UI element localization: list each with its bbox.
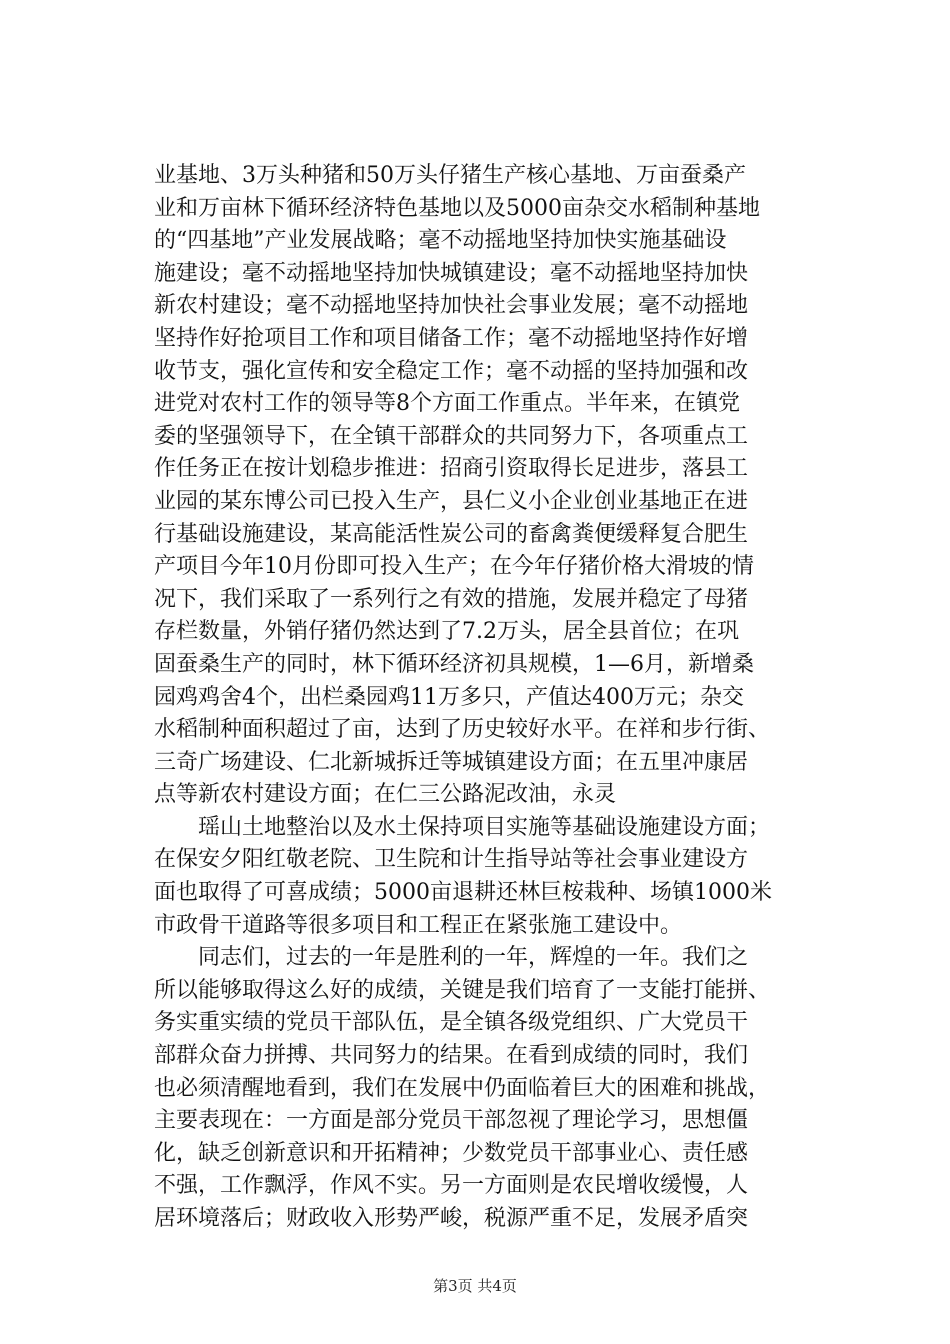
text-line: 部群众奋力拼搏、共同努力的结果。在看到成绩的同时，我们 <box>154 1043 749 1069</box>
text-line: 的“四基地”产业发展战略；毫不动摇地坚持加快实施基础设 <box>154 228 727 254</box>
text-line: 新农村建设；毫不动摇地坚持加快社会事业发展；毫不动摇地 <box>154 293 749 319</box>
text-line: 市政骨干道路等很多项目和工程正在紧张施工建设中。 <box>154 912 683 938</box>
text-line: 进党对农村工作的领导等8个方面工作重点。半年来，在镇党 <box>154 391 740 417</box>
text-line: 瑶山土地整治以及水土保持项目实施等基础设施建设方面； <box>154 814 771 840</box>
text-line: 居环境落后；财政收入形势严峻，税源严重不足，发展矛盾突 <box>154 1206 749 1231</box>
text-line: 坚持作好抢项目工作和项目储备工作；毫不动摇地坚持作好增 <box>154 325 749 351</box>
text-line: 点等新农村建设方面；在仁三公路泥改油，永灵 <box>154 782 617 808</box>
text-line: 行基础设施建设，某高能活性炭公司的畜禽粪便缓释复合肥生 <box>154 521 749 547</box>
text-line: 委的坚强领导下，在全镇干部群众的共同努力下，各项重点工 <box>154 423 749 449</box>
text-line: 况下，我们采取了一系列行之有效的措施，发展并稳定了母猪 <box>154 586 749 612</box>
text-line: 业园的某东博公司已投入生产，县仁义小企业创业基地正在进 <box>154 488 749 514</box>
text-line: 务实重实绩的党员干部队伍，是全镇各级党组织、广大党员干 <box>154 1010 749 1036</box>
text-line: 园鸡鸡舍4个，出栏桑园鸡11万多只，产值达400万元；杂交 <box>154 684 744 710</box>
text-line: 主要表现在：一方面是部分党员干部忽视了理论学习，思想僵 <box>154 1108 749 1134</box>
body-text <box>154 160 814 1236</box>
text-line: 不强，工作飘浮，作风不实。另一方面则是农民增收缓慢，人 <box>154 1173 749 1199</box>
text-line: 收节支，强化宣传和安全稳定工作；毫不动摇的坚持加强和改 <box>154 358 749 384</box>
text-line: 产项目今年10月份即可投入生产；在今年仔猪价格大滑坡的情 <box>154 554 754 580</box>
text-line: 业和万亩林下循环经济特色基地以及5000亩杂交水稻制种基地 <box>154 195 760 221</box>
text-line: 三奇广场建设、仁北新城拆迁等城镇建设方面；在五里冲康居 <box>154 749 749 775</box>
page-footer <box>0 1276 950 1296</box>
text-line: 在保安夕阳红敬老院、卫生院和计生指导站等社会事业建设方 <box>154 847 749 873</box>
text-line: 施建设；毫不动摇地坚持加快城镇建设；毫不动摇地坚持加快 <box>154 260 749 286</box>
text-line: 业基地、3万头种猪和50万头仔猪生产核心基地、万亩蚕桑产 <box>154 163 746 188</box>
text-line: 同志们，过去的一年是胜利的一年，辉煌的一年。我们之 <box>154 945 749 971</box>
text-line: 面也取得了可喜成绩；5000亩退耕还林巨桉栽种、场镇1000米 <box>154 880 772 906</box>
page-number: 第3页 共4页 <box>433 1277 517 1295</box>
text-line: 存栏数量，外销仔猪仍然达到了7.2万头，居全县首位；在巩 <box>154 619 739 645</box>
text-line: 化，缺乏创新意识和开拓精神；少数党员干部事业心、责任感 <box>154 1140 749 1166</box>
text-line: 也必须清醒地看到，我们在发展中仍面临着巨大的困难和挑战， <box>154 1075 771 1101</box>
text-line: 水稻制种面积超过了亩，达到了历史较好水平。在祥和步行街、 <box>154 717 771 743</box>
text-line: 所以能够取得这么好的成绩，关键是我们培育了一支能打能拼、 <box>154 977 771 1003</box>
text-line: 作任务正在按计划稳步推进：招商引资取得长足进步，落县工 <box>154 456 749 482</box>
text-line: 固蚕桑生产的同时，林下循环经济初具规模，1—6月，新增桑 <box>154 651 754 677</box>
